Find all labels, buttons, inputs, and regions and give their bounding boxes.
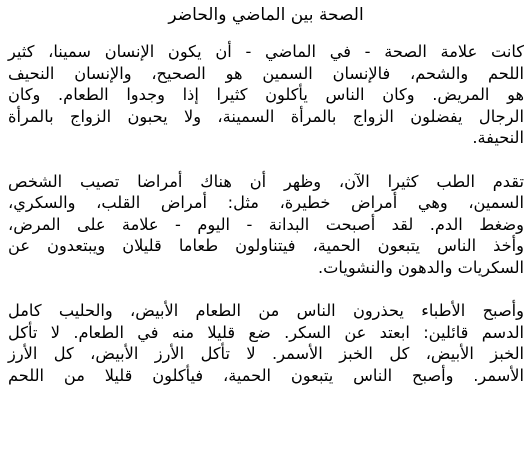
paragraph-line: وأصبح الأطباء يحذرون الناس من الطعام الأبيض، والحليب كامل bbox=[8, 301, 524, 320]
paragraph-line: الخبز الأبيض، كل الخبز الأسمر. لا تأكل الأرز الأبيض، كل الأرز bbox=[8, 344, 524, 363]
paragraph-line: الرجال يفضلون الزواج بالمرأة السمينة، ولا يحبون الزواج بالمرأة bbox=[8, 106, 524, 126]
paragraph-line: الأسمر. وأصبح الناس يتبعون الحمية، فيأكلون قليلا من اللحم bbox=[8, 365, 524, 385]
paragraph-doctors-advice bbox=[8, 300, 524, 386]
paragraph-line: هو المريض. وكان الناس يأكلون كثيرا إذا وجدوا الطعام. وكان bbox=[8, 85, 524, 104]
paragraph-line: السمين، وهي أمراض خطيرة، مثل: أمراض القلب، والسكري، bbox=[8, 193, 524, 212]
paragraph-line: الدسم قائلين: ابعتد عن السكر. ضع قليلا منه في الطعام. لا تأكل bbox=[8, 322, 524, 342]
paragraph-past-health bbox=[8, 41, 524, 149]
document-title: الصحة بين الماضي والحاضر bbox=[168, 5, 364, 25]
paragraph-medicine-progress bbox=[8, 171, 524, 279]
paragraph-line: السكريات والدهون والنشويات. bbox=[318, 257, 524, 277]
paragraph-line: كانت علامة الصحة - في الماضي - أن يكون الإنسان سمينا، كثير bbox=[8, 42, 524, 61]
paragraph-line: اللحم والشحم، فالإنسان السمين هو الصحيح، والإنسان النحيف bbox=[8, 63, 524, 83]
paragraph-line: وأخذ الناس يتبعون الحمية، فيتناولون طعاما قليلان ويبتعدون عن bbox=[8, 236, 524, 255]
paragraph-line: تقدم الطب كثيرا الآن، وظهر أن هناك أمراضا تصيب الشخص bbox=[8, 171, 524, 191]
paragraph-line: وضغط الدم. لقد أصبحت البدانة - اليوم - علامة على المرض، bbox=[8, 214, 524, 234]
paragraph-line: النحيفة. bbox=[472, 128, 524, 147]
